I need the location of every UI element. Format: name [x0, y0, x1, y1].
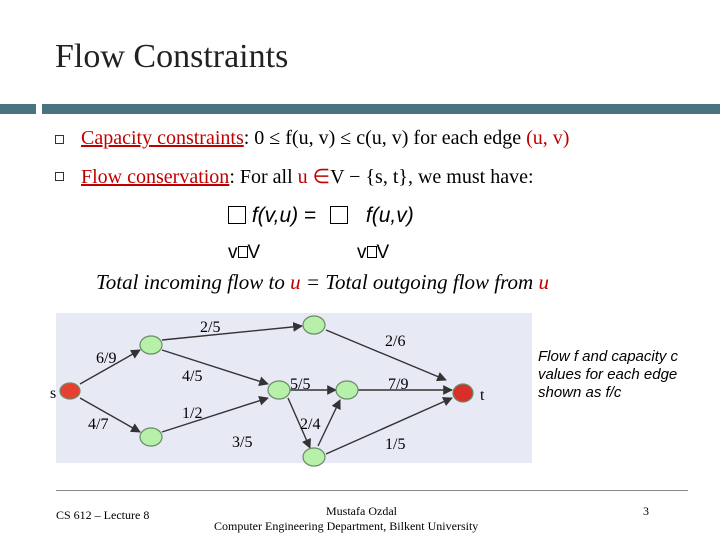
conservation-tail: , we must have: — [407, 166, 534, 188]
statement-middle: = Total outgoing flow from — [300, 270, 539, 294]
edge-b-d — [162, 398, 268, 432]
node-f — [303, 448, 325, 466]
edge-label: 1/2 — [182, 405, 203, 422]
sub-left-set: V — [247, 242, 261, 263]
statement-u1: u — [290, 270, 301, 294]
edge-label: 2/4 — [300, 416, 321, 433]
node-s — [60, 383, 80, 399]
footer-author: Mustafa Ozdal — [326, 504, 397, 518]
statement-prefix: Total incoming flow to — [96, 270, 291, 294]
edge-label: 7/9 — [388, 376, 409, 393]
node-d — [268, 381, 290, 399]
edge-label: 1/5 — [385, 436, 406, 453]
formula-left: f(v,u) — [251, 204, 299, 227]
slide-title: Flow Constraints — [55, 38, 289, 75]
footer-divider — [56, 490, 688, 491]
edge-label: 4/5 — [182, 368, 203, 385]
edge-label: 2/6 — [385, 333, 406, 350]
page-number: 3 — [643, 504, 649, 518]
sub-left-var: v — [228, 242, 238, 263]
capacity-term: Capacity constraints — [81, 127, 244, 149]
edge-f-g — [318, 400, 340, 446]
statement-u2: u — [538, 270, 549, 294]
node-c — [303, 316, 325, 334]
conservation-term: Flow conservation — [81, 166, 230, 188]
graph-caption: Flow f and capacity c values for each edge shown as f/c — [538, 348, 679, 401]
footer-course: CS 612 – Lecture 8 — [56, 508, 150, 522]
edge-label: 3/5 — [232, 434, 253, 451]
edge-a-c — [162, 326, 302, 340]
edge-label: 2/5 — [200, 319, 221, 336]
capacity-definition: : 0 ≤ f(u, v) ≤ c(u, v) for each edge — [243, 127, 527, 149]
sub-right-var: v — [357, 242, 367, 263]
footer-department: Computer Engineering Department, Bilkent University — [214, 519, 479, 533]
node-b — [140, 428, 162, 446]
node-t-label: t — [480, 387, 485, 404]
formula-right: f(u,v) — [365, 204, 414, 227]
sub-right-set: V — [376, 242, 390, 263]
formula-equals: = — [303, 204, 317, 227]
node-a — [140, 336, 162, 354]
conservation-lead: : For all — [229, 166, 298, 188]
edge-label: 5/5 — [290, 376, 311, 393]
node-s-label: s — [50, 385, 57, 402]
edge-label: 6/9 — [96, 350, 117, 367]
node-g — [336, 381, 358, 399]
edge-a-d — [162, 350, 268, 384]
vertex-set: V − {s, t} — [330, 166, 408, 188]
node-t — [453, 384, 473, 402]
edge-label: 4/7 — [88, 416, 109, 433]
u-element: u ∈ — [297, 166, 331, 188]
edge-term: (u, v) — [526, 127, 570, 149]
